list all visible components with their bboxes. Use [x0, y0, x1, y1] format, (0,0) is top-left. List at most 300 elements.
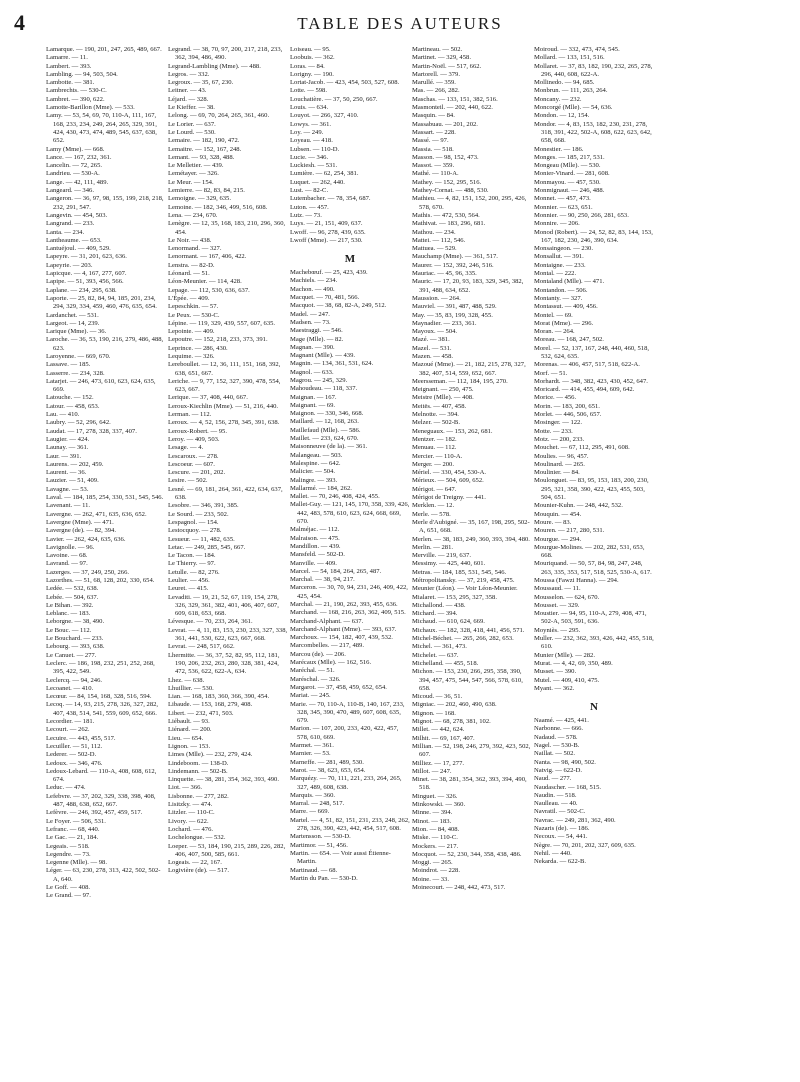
index-entry: Le Foyer. — 506, 531.	[46, 817, 106, 825]
index-entry: Lardanchet. — 531.	[46, 311, 99, 319]
index-entry: Malangeau. — 503.	[290, 451, 343, 459]
index-entry: Lwoff. — 96, 278, 439, 635.	[290, 228, 366, 236]
index-entry: Lochelongue. — 532.	[168, 834, 226, 842]
index-entry: Letulle. — 82, 276.	[168, 568, 220, 576]
page-number: 4	[14, 10, 25, 35]
index-entry: Langeard. — 346.	[46, 187, 94, 195]
index-entry: Le Gac. — 21, 184.	[46, 834, 99, 842]
index-entry: Mourgue. — 294.	[534, 535, 582, 543]
index-entry: Liot. — 366.	[168, 784, 203, 792]
index-entry: Marécaux (Mlle). — 162, 516.	[290, 659, 372, 667]
index-entry: Maillet. — 233, 624, 670.	[290, 435, 359, 443]
index-entry: Legroux. — 35, 67, 230.	[168, 79, 234, 87]
index-entry: Moindrot. — 228.	[412, 867, 460, 875]
index-entry: Lerman. — 112.	[168, 411, 212, 419]
index-entry: Masson. — 98, 152, 473.	[412, 153, 479, 161]
index-entry: Lepoutre. — 152, 218, 233, 373, 391.	[168, 336, 268, 344]
index-entry: Marchoux. — 154, 182, 407, 439, 532.	[290, 634, 393, 642]
index-entry: Natvig. — 622-D.	[534, 766, 582, 774]
index-entry: Mockers. — 217.	[412, 842, 459, 850]
index-entry: Martin. — 654. — Voir aussi Étienne-Martin.	[290, 849, 391, 866]
column-3	[290, 46, 410, 1076]
index-entry: Loiseau. — 95.	[290, 46, 331, 53]
index-entry: Le Thierry. — 97.	[168, 560, 216, 568]
index-entry: Leroux-Kiechlin (Mme). — 51, 216, 440.	[168, 402, 279, 410]
index-entry: Lefranc. — 68, 440.	[46, 825, 100, 833]
index-entry: Magnant (Mlle). — 439.	[290, 352, 356, 360]
index-entry: May. — 35, 83, 199, 328, 455.	[412, 311, 493, 319]
index-entry: Mignot. — 68, 278, 381, 102.	[412, 718, 491, 726]
index-entry: Linquette. — 38, 281, 354, 362, 393, 490.	[168, 776, 279, 784]
index-entry: Lenstra. — 82-D.	[168, 261, 215, 269]
index-entry: Nègre. — 70, 201, 202, 327, 609, 635.	[534, 841, 636, 849]
index-entry: Nagel. — 530-B.	[534, 742, 580, 750]
index-entry: Lemaire. — 182, 190, 472.	[168, 137, 240, 145]
index-entry: Lignon. — 153.	[168, 742, 211, 750]
index-entry: Lust. — 82-C.	[290, 187, 329, 195]
index-entry: Mattuea. — 529.	[412, 245, 457, 253]
index-entry: Moyniès. — 295.	[534, 626, 581, 634]
index-entry: Monier-Vinard. — 281, 608.	[534, 170, 610, 178]
index-entry: Lauzier. — 51, 409.	[46, 477, 99, 485]
index-entry: Mazel. — 531.	[412, 344, 452, 352]
index-entry: Maillard. — 12, 168, 263.	[290, 418, 359, 426]
index-entry: Lecoanet. — 410.	[46, 684, 94, 692]
index-entry: Margarot. — 37, 458, 459, 652, 654.	[290, 683, 387, 691]
index-entry: Monnet. — 457, 473.	[534, 195, 591, 203]
index-entry: Montandon. — 506.	[534, 286, 588, 294]
index-entry: Lambrechts. — 530-C.	[46, 87, 107, 95]
index-entry: Marchal. — 38, 94, 217.	[290, 576, 355, 584]
index-entry: Lambling. — 94, 503, 504.	[46, 70, 118, 78]
index-entry: Lambert. — 393.	[46, 62, 92, 70]
index-entry: Leriche. — 9, 77, 152, 327, 390, 478, 554, 623, 667.	[168, 377, 281, 394]
index-entry: Lena. — 234, 670.	[168, 211, 218, 219]
index-entry: Moine. — 33.	[412, 875, 449, 883]
index-entry: Meersseman. — 112, 184, 195, 270.	[412, 377, 508, 385]
index-entry: Mariat. — 245.	[290, 692, 331, 700]
index-entry: Lindeboom. — 138-D.	[168, 759, 229, 767]
index-entry: Léon-Meunier. — 114, 428.	[168, 278, 242, 286]
index-columns	[46, 46, 778, 1076]
index-entry: Marquézy. — 70, 111, 221, 233, 264, 265, 327, 489, 608, 638.	[290, 775, 402, 791]
index-entry: Lamarre. — 11.	[46, 54, 88, 62]
index-entry: Mollard. — 133, 151, 516.	[534, 54, 605, 62]
index-entry: Moulonguet. — 83, 95, 153, 183, 200, 230, 295, 321, 358, 390, 422, 423, 455, 503, 504, 651.	[534, 477, 649, 502]
index-entry: Lepointe. — 409.	[168, 328, 215, 336]
index-entry: Largeot. — 14, 239.	[46, 319, 100, 327]
index-entry: Le Lourd. — 530.	[168, 128, 216, 136]
index-entry: Lantuéjoul. — 409, 529.	[46, 245, 111, 253]
index-entry: Lavoine. — 68.	[46, 552, 88, 560]
column-1	[46, 46, 166, 1076]
index-entry: Massé. — 97.	[412, 137, 449, 145]
index-entry: Limes (Mlle). — 232, 279, 424.	[168, 751, 253, 759]
index-entry: Melnotte. — 394.	[412, 411, 459, 419]
index-entry: Léjard. — 328.	[168, 95, 209, 103]
index-entry: Mutel. — 409, 410, 475.	[534, 676, 600, 684]
index-entry: Montaigne. — 233.	[534, 261, 586, 269]
index-entry: Lespagnol. — 154.	[168, 518, 219, 526]
index-entry: Martorell. — 379.	[412, 70, 460, 78]
index-entry: Moulinier. — 84.	[534, 469, 580, 477]
index-entry: Madsen. — 73.	[290, 318, 331, 326]
index-entry: Mathey-Cornat. — 488, 530.	[412, 187, 489, 195]
index-entry: Lambret. — 390, 622.	[46, 95, 105, 103]
index-entry: Naillat. — 502.	[534, 750, 576, 758]
index-entry: Marchand-Alphant. — 637.	[290, 617, 364, 625]
index-entry: Morlet. — 446, 506, 657.	[534, 411, 602, 419]
index-entry: Lesage. — 4.	[168, 444, 204, 452]
index-entry: Mathieu. — 4, 82, 151, 152, 200, 295, 426, 578, 670.	[412, 195, 527, 211]
index-entry: Michelland. — 455, 518.	[412, 659, 479, 667]
index-entry: Morat (Mme). — 296.	[534, 319, 594, 327]
index-entry: Marcombelles. — 217, 489.	[290, 642, 364, 650]
index-entry: Michel. — 361, 473.	[412, 643, 467, 651]
index-entry: Lapipe. — 51, 393, 456, 566.	[46, 278, 124, 286]
index-entry: Naulleau. — 40.	[534, 800, 578, 808]
index-entry: Merle d'Aubigné. — 35, 167, 198, 295, 502-A, 651, 668.	[412, 518, 530, 535]
index-entry: Mourgue-Molines. — 202, 282, 531, 653, 668.	[534, 543, 645, 560]
index-entry: Legrand. — 38, 70, 97, 200, 217, 218, 233, 362, 394, 486, 490.	[168, 46, 283, 62]
index-entry: Monges. — 185, 217, 531.	[534, 153, 605, 161]
index-entry: Myant. — 362.	[534, 684, 575, 692]
index-entry: Motz. — 200, 233.	[534, 435, 585, 443]
index-entry: Magnin. — 134, 361, 531, 624.	[290, 360, 374, 368]
index-entry: Levrat. — 248, 517, 662.	[168, 643, 235, 651]
index-entry: Minet. — 38, 281, 354, 362, 393, 394, 490, 518.	[412, 776, 527, 792]
index-entry: Lescure. — 201, 202.	[168, 469, 226, 477]
index-entry: Martel. — 4, 51, 82, 151, 231, 233, 248, 262, 278, 326, 390, 423, 442, 454, 517, 608.	[290, 816, 410, 833]
index-entry: Masquin. — 84.	[412, 112, 455, 120]
index-entry: Moulinard. — 265.	[534, 460, 585, 468]
index-entry: Mathis. — 472, 530, 564.	[412, 211, 480, 219]
index-entry: Mérieux. — 504, 609, 652.	[412, 477, 484, 485]
index-entry: Maillefaud (Mlle). — 586.	[290, 426, 361, 434]
index-entry: Marquis. — 360.	[290, 791, 336, 799]
index-entry: Monnier. — 90, 250, 266, 281, 653.	[534, 211, 629, 219]
index-entry: Lancelin. — 72, 265.	[46, 162, 103, 170]
column-2	[168, 46, 288, 1076]
index-entry: Lumière. — 62, 254, 381.	[290, 170, 359, 178]
index-entry: Marceron. — 30, 70, 94, 231, 246, 409, 422, 425, 454.	[290, 584, 408, 600]
index-entry: Martineau. — 502.	[412, 46, 463, 53]
index-entry: Morel. — 52, 137, 167, 248, 440, 460, 518, 532, 624, 635.	[534, 344, 650, 360]
index-entry: Lamarque. — 190, 201, 247, 265, 489, 667.	[46, 46, 162, 53]
index-entry: Miske. — 110-C.	[412, 834, 458, 842]
index-entry: Luton. — 457.	[290, 203, 329, 211]
index-entry: Michon. — 153, 230, 266, 295, 358, 390, 394, 457, 475, 544, 547, 566, 578, 610, 658.	[412, 668, 523, 692]
index-entry: Le Bihan. — 392.	[46, 601, 94, 609]
index-entry: Nazaris (de). — 186.	[534, 825, 590, 833]
index-entry: Moggi. — 265.	[412, 859, 453, 867]
index-entry: Melzer. — 502-B.	[412, 419, 460, 427]
index-entry: Magnan. — 390.	[290, 343, 335, 351]
index-entry: Montassut. — 409, 456.	[534, 303, 598, 311]
index-entry: Millot. — 247.	[412, 767, 452, 775]
index-entry: Lemoigne. — 329, 635.	[168, 195, 231, 203]
index-entry: Lapeyre. — 31, 201, 623, 636.	[46, 253, 127, 261]
index-entry: Merville. — 219, 637.	[412, 552, 471, 560]
index-entry: Maurer. — 152, 392, 246, 516.	[412, 261, 494, 269]
index-entry: Lesire. — 502.	[168, 477, 208, 485]
index-entry: Mounier-Kuhn. — 248, 442, 532.	[534, 502, 623, 510]
index-entry: Laplane. — 234, 295, 638.	[46, 286, 117, 294]
index-entry: Lépine. — 119, 329, 439, 557, 607, 635.	[168, 319, 276, 327]
index-entry: Morf. — 51.	[534, 369, 568, 377]
index-entry: Le Bouchard. — 233.	[46, 635, 104, 643]
index-entry: Leroy. — 409, 503.	[168, 435, 220, 443]
index-entry: Lieu. — 654.	[168, 734, 204, 742]
index-entry: Meunier (Léon). — Voir Léon-Meunier.	[412, 585, 518, 593]
index-entry: Le Canuet. — 277.	[46, 651, 97, 659]
index-entry: Monestier. — 186.	[534, 145, 584, 153]
index-entry: Lefèvre. — 246, 392, 457, 459, 517.	[46, 809, 143, 817]
index-entry: Merlen. — 38, 183, 249, 360, 393, 394, 480.	[412, 535, 530, 543]
index-entry: Lanta. — 234.	[46, 228, 85, 236]
index-entry: Lecordier. — 181.	[46, 718, 95, 726]
index-entry: Mousset. — 329.	[534, 601, 580, 609]
index-entry: Lhuillier. — 530.	[168, 684, 214, 692]
index-entry: Mollaret. — 37, 83, 182, 190, 232, 265, 278, 296, 440, 608, 622-A.	[534, 62, 653, 78]
index-entry: Moulies. — 96, 457.	[534, 452, 589, 460]
index-entry: Léonard. — 51.	[168, 270, 210, 278]
index-entry: Lesueur. — 11, 482, 635.	[168, 535, 235, 543]
index-entry: Larique (Mme). — 36.	[46, 328, 107, 336]
index-entry: Lisbonne. — 277, 282.	[168, 792, 229, 800]
index-entry: Milhit. — 69, 167, 407.	[412, 734, 475, 742]
index-entry: Laval. — 184, 185, 254, 330, 531, 545, 546.	[46, 494, 164, 502]
index-entry: Lowys. — 361.	[290, 120, 332, 128]
index-entry: Milliez. — 17, 277.	[412, 759, 465, 767]
index-entry: Leborgne. — 38, 490.	[46, 618, 105, 626]
index-entry: Lepeschkin. — 57.	[168, 303, 219, 311]
index-entry: Meneguaux. — 153, 262, 681.	[412, 427, 493, 435]
index-entry: Meitës. — 407, 458.	[412, 402, 467, 410]
index-entry: Masmonteil. — 202, 440, 622.	[412, 104, 493, 112]
index-entry: Le Goff. — 408.	[46, 883, 91, 891]
index-entry: Mion. — 84, 408.	[412, 825, 460, 833]
index-entry: Lavergne (de). — 82, 394.	[46, 527, 117, 535]
index-entry: Migniac. — 202, 460, 490, 638.	[412, 701, 497, 709]
index-entry: Mouchet. — 67, 112, 295, 491, 608.	[534, 444, 630, 452]
index-entry: Michaud. — 610, 624, 669.	[412, 618, 485, 626]
index-entry: Le Tacon. — 184.	[168, 552, 216, 560]
index-entry: Leclercq. — 94, 246.	[46, 676, 103, 684]
index-entry: Levrat. — 4, 11, 83, 153, 230, 233, 327, 338, 361, 441, 530, 622, 623, 667, 668.	[168, 626, 288, 643]
index-entry: Martimor. — 51, 456.	[290, 841, 348, 849]
index-entry: Naud. — 277.	[534, 775, 572, 783]
index-entry: Monod (Robert). — 24, 52, 82, 83, 144, 153, 167, 182, 230, 246, 390, 634.	[534, 228, 653, 244]
index-entry: Lebourg. — 393, 638.	[46, 643, 105, 651]
index-entry: Lavier. — 262, 424, 635, 636.	[46, 535, 126, 543]
index-entry: Morice. — 456.	[534, 394, 577, 402]
index-entry: Monnire. — 206.	[534, 220, 580, 228]
index-entry: Marnier. — 53.	[290, 750, 331, 758]
index-entry: Lenormand. — 327.	[168, 245, 222, 253]
index-entry: Morenas. — 406, 457, 517, 518, 622-A.	[534, 361, 640, 369]
index-entry: Mauric. — 17, 20, 93, 183, 329, 345, 382, 391, 488, 634, 652.	[412, 278, 524, 294]
index-entry: Lederer. — 502-D.	[46, 751, 97, 759]
index-entry: Marion. — 107, 200, 233, 420, 422, 457, 578, 610, 669.	[290, 725, 399, 741]
index-entry: Mousselon. — 624, 670.	[534, 593, 600, 601]
index-entry: Lasserre. — 234, 328.	[46, 369, 105, 377]
index-entry: Louyot. — 266, 327, 410.	[290, 112, 359, 120]
index-entry: Mialaret. — 153, 295, 327, 358.	[412, 593, 497, 601]
index-entry: Marneffe. — 281, 489, 530.	[290, 758, 364, 766]
index-entry: Massia. — 518.	[412, 145, 454, 153]
index-entry: Lesobre. — 346, 391, 385.	[168, 502, 239, 510]
index-entry: Louchatière. — 37, 50, 250, 667.	[290, 95, 378, 103]
column-4	[412, 46, 532, 1076]
index-entry: Micoud. — 36, 51.	[412, 693, 463, 701]
index-entry: Logeais. — 22, 167.	[168, 859, 222, 867]
index-entry: Lochard. — 476.	[168, 825, 214, 833]
index-entry: Maussion. — 264.	[412, 294, 461, 302]
index-entry: Merklen. — 12.	[412, 502, 455, 510]
index-entry: Mansfeld. — 502-D.	[290, 551, 345, 559]
index-entry: Macquet. — 70, 481, 566.	[290, 294, 360, 302]
index-entry: Moussaud. — 11.	[534, 585, 581, 593]
index-entry: Mongeau (Mlle). — 530.	[534, 162, 601, 170]
index-entry: Martensson. — 530-D.	[290, 833, 351, 841]
index-entry: Metras. — 184, 185, 531, 545, 546.	[412, 568, 507, 576]
index-entry: Mattei. — 112, 546.	[412, 236, 466, 244]
index-entry: Martin-Noël. — 517, 662.	[412, 62, 482, 70]
index-entry: Ledoux. — 346, 476.	[46, 759, 103, 767]
index-entry: Le Kieffer. — 38.	[168, 104, 215, 112]
index-entry: Merle. — 578.	[412, 510, 451, 518]
index-entry: Latouche. — 152.	[46, 394, 94, 402]
index-entry: Mondon. — 12, 154.	[534, 112, 590, 120]
index-entry: Laudat. — 17, 278, 328, 337, 407.	[46, 427, 137, 435]
index-entry: Maisonneuve (de la). — 361.	[290, 443, 368, 451]
index-entry: Mignon. — 168.	[412, 709, 456, 717]
index-entry: Nadaud. — 578.	[534, 733, 578, 741]
index-entry: Nanta. — 98, 490, 502.	[534, 758, 596, 766]
index-entry: Launay. — 361.	[46, 444, 89, 452]
index-entry: Letac. — 249, 285, 545, 667.	[168, 543, 246, 551]
index-entry: Meignant. — 250, 475.	[412, 386, 474, 394]
index-entry: Latarjet. — 246, 473, 610, 623, 624, 635, 669.	[46, 377, 156, 394]
index-entry: Lesné. — 69, 181, 264, 361, 422, 634, 637, 638.	[168, 485, 283, 502]
index-entry: Magrou. — 245, 329.	[290, 376, 348, 384]
index-entry: Liébault. — 93.	[168, 718, 210, 726]
index-entry: Malméjac. — 112.	[290, 526, 340, 534]
index-entry: Menuau. — 112.	[412, 444, 457, 452]
index-entry: Leuret. — 415.	[168, 585, 209, 593]
index-entry: L'Épée. — 409.	[168, 294, 210, 302]
index-entry: Lambotte. — 381.	[46, 79, 95, 87]
index-entry: Mayoux. — 504.	[412, 328, 458, 336]
index-entry: Lavagne. — 53.	[46, 485, 89, 493]
index-entry: Livory. — 622.	[168, 817, 209, 825]
index-entry: Legenne (Mlle). — 98.	[46, 859, 107, 867]
index-entry: Lemétayer. — 326.	[168, 170, 219, 178]
index-entry: Lecuire. — 443, 455, 517.	[46, 734, 116, 742]
index-entry: Luys. — 21, 151, 409, 637.	[290, 220, 363, 228]
index-entry: Laugier. — 424.	[46, 435, 90, 443]
index-entry: Monbrun. — 111, 263, 264.	[534, 87, 608, 95]
index-entry: Laubry. — 52, 296, 642.	[46, 419, 111, 427]
index-entry: Mondor. — 4, 83, 153, 182, 230, 231, 278, 318, 391, 422, 502-A, 608, 622, 623, 642, 658, 668.	[534, 120, 652, 145]
index-entry: Minkowski. — 360.	[412, 801, 466, 809]
index-entry: Lescoeur. — 607.	[168, 460, 215, 468]
index-entry: Lhez. — 638.	[168, 676, 205, 684]
index-entry: Lecoq. — 14, 93, 215, 278, 326, 327, 282, 407, 438, 514, 541, 559, 609, 652, 666.	[46, 701, 159, 717]
index-entry: Necoux. — 54, 441.	[534, 833, 588, 841]
index-entry: Lescaroux. — 278.	[168, 452, 219, 460]
index-entry: Michallond. — 438.	[412, 601, 466, 609]
index-entry: Mocquot. — 52, 230, 344, 358, 438, 486.	[412, 850, 522, 858]
index-entry: Montanty. — 327.	[534, 294, 583, 302]
index-entry: Mandillon. — 439.	[290, 542, 341, 550]
index-entry: Moricard. — 414, 455, 494, 609, 642.	[534, 386, 635, 394]
index-entry: Meistre (Mlle). — 408.	[412, 394, 474, 402]
index-entry: Leitner. — 43.	[168, 87, 207, 95]
index-entry: Morin. — 183, 200, 651.	[534, 402, 600, 410]
index-entry: Lebée. — 504, 637.	[46, 593, 99, 601]
index-entry: Lisitzky. — 474.	[168, 801, 213, 809]
index-entry: Langeron. — 36, 97, 98, 155, 199, 218, 218, 232, 291, 547.	[46, 195, 164, 211]
page-title: TABLE DES AUTEURS	[297, 14, 503, 33]
index-entry: Lamotte-Barillon (Mme). — 533.	[46, 104, 135, 112]
index-entry: Lavrand. — 97.	[46, 560, 88, 568]
index-entry: Loyeau. — 418.	[290, 137, 333, 145]
index-entry: Legros. — 332.	[168, 70, 210, 78]
index-entry: Lefebvre. — 37, 202, 329, 338, 398, 408, 487, 488, 638, 652, 667.	[46, 792, 156, 809]
index-entry: Magnol. — 633.	[290, 368, 334, 376]
index-entry: Martinet. — 329, 458.	[412, 54, 471, 62]
index-entry: Mathou. — 234.	[412, 228, 456, 236]
index-entry: Loy. — 249.	[290, 128, 324, 136]
index-entry: Massot. — 359.	[412, 162, 455, 170]
index-entry: Lelong. — 69, 70, 264, 265, 361, 460.	[168, 112, 270, 120]
index-entry: Mentzer. — 182.	[412, 435, 457, 443]
index-entry: Laroche. — 36, 53, 190, 216, 279, 486, 488, 623.	[46, 336, 164, 352]
index-entry: Manville. — 409.	[290, 559, 337, 567]
index-entry: Marmet. — 361.	[290, 742, 334, 750]
index-entry: Maschas. — 133, 151, 382, 516.	[412, 95, 498, 103]
index-entry: Lepage. — 112, 530, 636, 637.	[168, 286, 250, 294]
index-entry: Mahoudeau. — 118, 337.	[290, 385, 358, 393]
index-entry: Lequime. — 326.	[168, 352, 215, 360]
index-entry: Mazoué (Mme). — 21, 182, 215, 278, 327, 382, 407, 514, 559, 652, 667.	[412, 361, 526, 377]
index-entry: Marchand. — 168, 216, 263, 362, 409, 515.	[290, 609, 406, 617]
index-entry: Nehil. — 440.	[534, 849, 572, 857]
index-entry: Lantheaume. — 653.	[46, 236, 102, 244]
index-entry: Lemierre. — 82, 83, 84, 215.	[168, 187, 245, 195]
index-entry: Mallarmé. — 184, 262.	[290, 484, 352, 492]
index-entry: Navratil. — 502-C.	[534, 808, 586, 816]
index-entry: Maignant. — 69.	[290, 401, 336, 409]
index-entry: Le Melletier. — 439.	[168, 162, 224, 170]
index-entry: Ledée. — 532, 638.	[46, 585, 99, 593]
index-entry: Macquot. — 38, 68, 82-A, 249, 512.	[290, 302, 387, 310]
index-entry: Navrac. — 249, 281, 362, 490.	[534, 816, 616, 824]
index-entry: Moussa (Fawzi Hanna). — 294.	[534, 577, 619, 584]
index-entry: Lecuiller. — 51, 112.	[46, 742, 103, 750]
index-entry: Marcel. — 54, 184, 264, 265, 487.	[290, 567, 382, 575]
index-entry: Montal. — 222.	[534, 270, 577, 278]
index-entry: Millian. — 52, 198, 246, 279, 392, 423, 502, 607.	[412, 742, 531, 759]
index-entry: Mauviel. — 391, 487, 488, 529.	[412, 303, 497, 311]
index-entry: Langrand. — 233.	[46, 220, 95, 228]
index-entry: Mauriac. — 45, 96, 335.	[412, 270, 477, 278]
index-entry: Libaude. — 153, 168, 279, 408.	[168, 701, 253, 709]
index-entry: Machiels. — 234.	[290, 277, 338, 285]
index-entry: Mérigot. — 647.	[412, 485, 457, 493]
